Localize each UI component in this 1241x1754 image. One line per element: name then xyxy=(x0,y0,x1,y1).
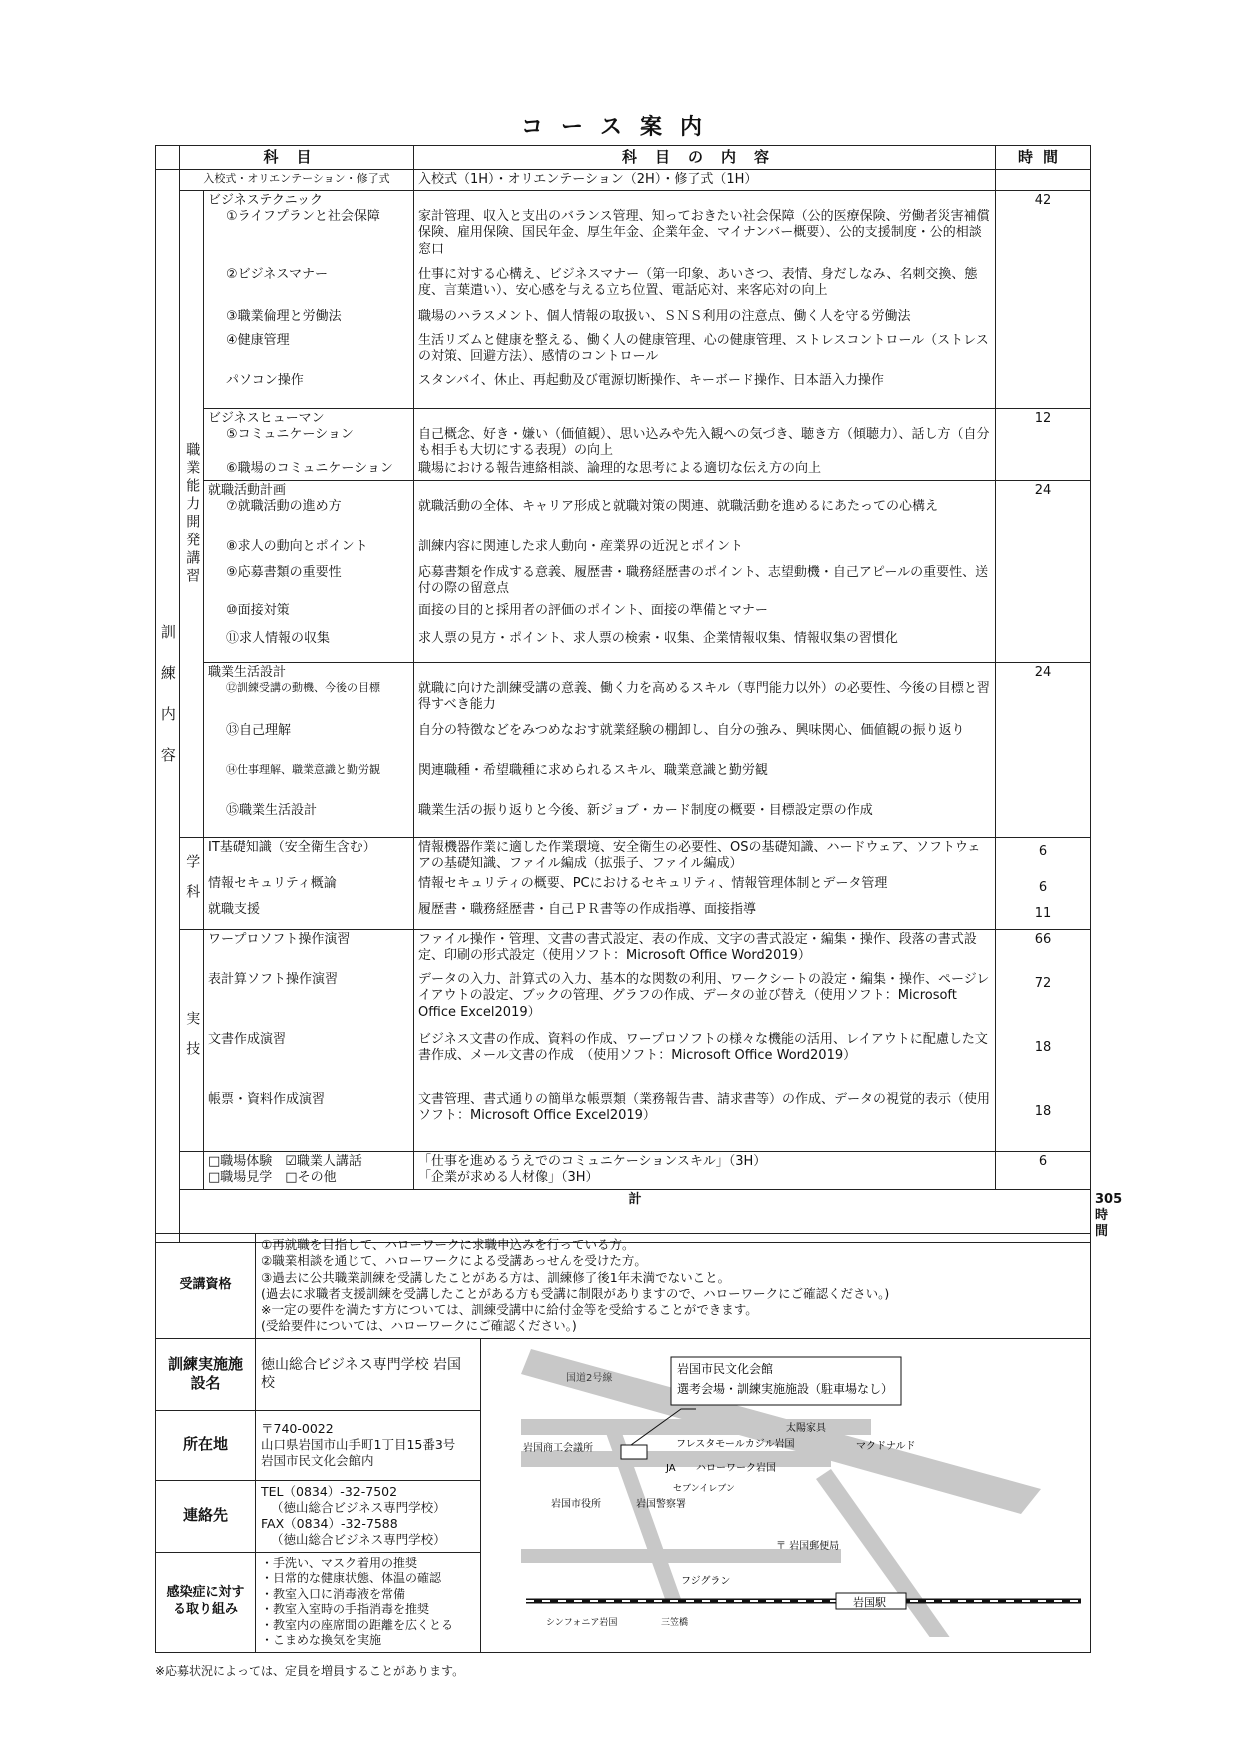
group-title: ビジネスヒューマン xyxy=(208,411,325,426)
hellowork-label: ハローワーク岩国 xyxy=(696,1462,776,1474)
item-hours: 18 xyxy=(1034,1104,1052,1119)
contact-line: （徳山総合ビジネス専門学校） xyxy=(271,1532,446,1548)
header-row xyxy=(156,146,1091,170)
infection-line: ・教室入口に消毒液を常備 xyxy=(261,1586,406,1601)
store-label: 太陽家具 xyxy=(786,1422,826,1434)
group-contents xyxy=(414,663,996,838)
infection-line: ・教室入室時の手指消毒を推奨 xyxy=(261,1602,430,1617)
infection-label: 感染症に対する取り組み xyxy=(156,1552,256,1653)
item-name: ⑨応募書類の重要性 xyxy=(226,565,342,581)
item-name: ⑮職業生活設計 xyxy=(226,803,318,819)
item-name: ⑬自己理解 xyxy=(226,723,292,739)
item-name: ①ライフプランと社会保障 xyxy=(226,209,380,225)
item-name: 表計算ソフト操作演習 xyxy=(208,972,339,987)
orientation-subject: 入校式・オリエンテーション・修了式 xyxy=(180,169,414,190)
item-content: 就職活動の全体、キャリア形成と就職対策の関連、就職活動を進めるにあたっての心構え xyxy=(418,499,939,514)
eligibility-line: ③過去に公共職業訓練を受講したことがある方は、訓練修了後1年未満でないこと。 xyxy=(261,1269,731,1285)
facility-value: 徳山総合ビジネス専門学校 岩国校 xyxy=(256,1338,481,1410)
infection-value xyxy=(256,1552,481,1653)
experience-line: □職場体験 ☑職業人講話 xyxy=(208,1154,362,1169)
eligibility-label: 受講資格 xyxy=(156,1234,256,1339)
item-name: パソコン操作 xyxy=(226,373,304,389)
experience-row xyxy=(156,1152,1091,1190)
item-content: 家計管理、収入と支出のバランス管理、知っておきたい社会保障（公的医療保険、労働者災害補償保険、雇用保険、国民年金、厚生年金、企業年金、マイナンバー概要）、公的支援制度・公的相談窓口 xyxy=(418,209,990,257)
bridge-label: 三笠橋 xyxy=(661,1617,689,1628)
item-name: 帳票・資料作成演習 xyxy=(208,1092,326,1107)
contact-line: （徳山総合ビジネス専門学校） xyxy=(271,1499,446,1515)
contact-label: 連絡先 xyxy=(156,1480,256,1552)
group-row xyxy=(156,191,1091,409)
item-content: 職場のハラスメント、個人情報の取扱い、ＳＮＳ利用の注意点、働く人を守る労働法 xyxy=(418,309,911,324)
header-subject: 科目 xyxy=(180,146,414,170)
academic-hours xyxy=(996,838,1091,930)
group-subjects xyxy=(204,663,414,838)
post-office-label: 〒 岩国郵便局 xyxy=(776,1540,840,1552)
group-contents xyxy=(414,409,996,481)
experience-text: 「仕事を進めるうえでのコミュニケーションスキル」（3H） xyxy=(418,1154,767,1169)
map-drawing xyxy=(481,1339,1089,1637)
venue-marker xyxy=(621,1445,647,1459)
total-label: 計 xyxy=(180,1189,1091,1243)
item-name: ②ビジネスマナー xyxy=(226,267,329,283)
item-hours: 66 xyxy=(1034,932,1052,947)
chamber-label: 岩国商工会議所 xyxy=(523,1442,593,1454)
experience-line: □職場見学 □その他 xyxy=(208,1170,337,1186)
supermarket-label: フジグラン xyxy=(681,1575,731,1587)
group-row xyxy=(156,663,1091,838)
hall-label: シンフォニア岩国 xyxy=(546,1617,618,1628)
item-content: 生活リズムと健康を整える、働く人の健康管理、心の健康管理、ストレスコントロール（ストレスの対策、回避方法）、感情のコントロール xyxy=(418,333,989,365)
item-name: ④健康管理 xyxy=(226,333,290,349)
practical-row xyxy=(156,930,1091,1152)
road-label: 国道2号線 xyxy=(566,1372,613,1384)
item-hours: 6 xyxy=(1038,844,1048,859)
item-content: スタンバイ、休止、再起動及び電源切断操作、キーボード操作、日本語入力操作 xyxy=(418,373,884,388)
item-name: IT基礎知識（安全衛生含む） xyxy=(208,840,376,855)
ja-label: JA xyxy=(666,1462,676,1474)
contact-line: FAX（0834）-32-7588 xyxy=(261,1516,398,1531)
item-content: 履歴書・職務経歴書・自己ＰＲ書等の作成指導、面接指導 xyxy=(418,902,757,917)
item-content: 面接の目的と採用者の評価のポイント、面接の準備とマナー xyxy=(418,603,768,618)
eligibility-row xyxy=(156,1234,1091,1339)
item-name: ⑥職場のコミュニケーション xyxy=(226,461,393,477)
item-content: ビジネス文書の作成、資料の作成、ワープロソフトの様々な機能の活用、レイアウトに配慮した文書作成、メール文書の作成 （使用ソフト：Microsoft Office Word2019） xyxy=(418,1032,988,1064)
experience-options xyxy=(204,1152,414,1190)
item-content: データの入力、計算式の入力、基本的な関数の利用、ワークシートの設定・編集・操作、ページレイアウトの設定、ブックの管理、グラフの作成、データの並び替え（使用ソフト：Microsoft Office Excel2019） xyxy=(418,972,990,1020)
header-hours: 時間 xyxy=(996,146,1091,170)
convenience-label: セブンイレブン xyxy=(673,1483,735,1494)
item-content: 求人票の見方・ポイント、求人票の検索・収集、企業情報収集、情報収集の習慣化 xyxy=(418,631,898,646)
access-map xyxy=(481,1338,1091,1653)
group-hours: 42 xyxy=(996,191,1091,409)
address-value xyxy=(256,1410,481,1480)
item-content: 文書管理、書式通りの簡単な帳票類（業務報告書、請求書等）の作成、データの視覚的表示（使用ソフト：Microsoft Office Excel2019） xyxy=(418,1092,991,1124)
orientation-content: 入校式（1H）・オリエンテーション（2H）・修了式（1H） xyxy=(414,169,996,190)
practical-contents xyxy=(414,930,996,1152)
address-line: 岩国市民文化会館内 xyxy=(261,1453,374,1469)
experience-hours: 6 xyxy=(996,1152,1091,1190)
item-name: 就職支援 xyxy=(208,902,261,917)
experience-text: 「企業が求める人材像」（3H） xyxy=(418,1170,599,1186)
callout-subtitle: 選考会場・訓練実施施設（駐車場なし） xyxy=(677,1381,894,1396)
item-name: ワープロソフト操作演習 xyxy=(208,932,351,947)
police-label: 岩国警察署 xyxy=(636,1498,686,1510)
contact-value xyxy=(256,1480,481,1552)
item-content: 職業生活の振り返りと今後、新ジョブ・カード制度の概要・目標設定票の作成 xyxy=(418,803,873,818)
facility-row xyxy=(156,1338,1091,1410)
item-hours: 6 xyxy=(1038,880,1048,895)
course-table xyxy=(155,145,1123,1243)
item-name: ③職業倫理と労働法 xyxy=(226,309,342,325)
header-content: 科目の内容 xyxy=(414,146,996,170)
group-subjects xyxy=(204,409,414,481)
item-name: ⑧求人の動向とポイント xyxy=(226,539,368,555)
cityhall-label: 岩国市役所 xyxy=(551,1498,601,1510)
academic-subjects xyxy=(204,838,414,930)
infection-line: ・教室内の座席間の距離を広くとる xyxy=(261,1617,454,1632)
group-contents xyxy=(414,481,996,663)
item-name: ⑦就職活動の進め方 xyxy=(226,499,342,515)
training-content-label: 訓練内容 xyxy=(156,169,180,1243)
group-title: 職業生活設計 xyxy=(208,665,287,680)
restaurant-label: マクドナルド xyxy=(856,1440,916,1452)
item-name: ⑪求人情報の収集 xyxy=(226,631,331,647)
group-subjects xyxy=(204,481,414,663)
item-content: 職場における報告連絡相談、論理的な思考による適切な伝え方の向上 xyxy=(418,461,822,476)
academic-contents xyxy=(414,838,996,930)
item-content: 関連職種・希望職種に求められるスキル、職業意識と勤労観 xyxy=(418,763,768,778)
practical-hours xyxy=(996,930,1091,1152)
item-content: 就職に向けた訓練受講の意義、働く力を高めるスキル（専門能力以外）の必要性、今後の目標と習得すべき能力 xyxy=(418,681,990,713)
ability-label: 職業能力開発講習 xyxy=(180,191,204,838)
item-name: 文書作成演習 xyxy=(208,1032,287,1047)
practical-subjects xyxy=(204,930,414,1152)
address-line: 山口県岩国市山手町1丁目15番3号 xyxy=(261,1436,456,1452)
item-content: ファイル操作・管理、文書の書式設定、表の作成、文字の書式設定・編集・操作、段落の書式設定、印刷の形式設定（使用ソフト：Microsoft Office Word2019） xyxy=(418,932,977,964)
page-title: コース案内 xyxy=(521,115,720,140)
contact-line: TEL（0834）-32-7502 xyxy=(261,1483,398,1499)
footer-note: ※応募状況によっては、定員を増員することがあります。 xyxy=(155,1664,465,1678)
infection-line: ・手洗い、マスク着用の推奨 xyxy=(261,1555,418,1570)
eligibility-line: ②職業相談を通じて、ハローワークによる受講あっせんを受けた方。 xyxy=(261,1253,647,1269)
facility-label: 訓練実施施設名 xyxy=(156,1338,256,1410)
info-table xyxy=(155,1233,1091,1653)
group-contents xyxy=(414,191,996,409)
academic-label: 学科 xyxy=(180,838,204,930)
infection-line: ・日常的な健康状態、体温の確認 xyxy=(261,1571,442,1586)
eligibility-content xyxy=(256,1234,1091,1339)
group-row xyxy=(156,481,1091,663)
item-content: 自分の特徴などをみつめなおす就業経験の棚卸し、自分の強み、興味関心、価値観の振り返り xyxy=(418,723,965,738)
eligibility-line: ※一定の要件を満たす方については、訓練受講中に給付金等を受給することができます。 xyxy=(261,1302,758,1317)
orientation-row xyxy=(156,169,1091,190)
callout-title: 岩国市民文化会館 xyxy=(677,1361,774,1376)
eligibility-line: ①再就職を目指して、ハローワークに求職申込みを行っている方。 xyxy=(261,1237,635,1252)
item-content: 情報機器作業に適した作業環境、安全衛生の必要性、OSの基礎知識、ハードウェア、ソフトウェアの基礎知識、ファイル編成（拡張子、ファイル編成） xyxy=(418,840,981,872)
address-line: 〒740-0022 xyxy=(261,1420,334,1436)
item-name: ⑫訓練受講の動機、今後の目標 xyxy=(226,681,380,695)
total-row: 計 305時間 xyxy=(156,1189,1091,1243)
group-hours: 24 xyxy=(996,481,1091,663)
group-hours: 12 xyxy=(996,409,1091,481)
academic-row xyxy=(156,838,1091,930)
item-name: 情報セキュリティ概論 xyxy=(208,876,337,891)
eligibility-line: (受給要件については、ハローワークにご確認ください。) xyxy=(261,1318,577,1334)
group-subjects xyxy=(204,191,414,409)
group-title: 就職活動計画 xyxy=(208,483,287,498)
station-label: 岩国駅 xyxy=(853,1595,886,1609)
item-content: 情報セキュリティの概要、PCにおけるセキュリティ、情報管理体制とデータ管理 xyxy=(418,876,888,891)
infection-line: ・こまめな換気を実施 xyxy=(261,1633,382,1648)
item-hours: 72 xyxy=(1034,976,1052,991)
item-hours: 18 xyxy=(1034,1040,1052,1055)
item-content: 訓練内容に関連した求人動向・産業界の近況とポイント xyxy=(418,539,744,554)
item-hours: 11 xyxy=(1034,906,1052,921)
item-name: ⑤コミュニケーション xyxy=(226,427,354,443)
group-hours: 24 xyxy=(996,663,1091,838)
item-name: ⑩面接対策 xyxy=(226,603,290,619)
item-content: 自己概念、好き・嫌い（価値観）、思い込みや先入観への気づき、聴き方（傾聴力）、話し方（自分も相手も大切にする表現）の向上 xyxy=(418,427,990,459)
address-label: 所在地 xyxy=(156,1410,256,1480)
item-content: 仕事に対する心構え、ビジネスマナー（第一印象、あいさつ、表情、身だしなみ、名刺交換、態度、言葉遣い）、安心感を与える立ち位置、電話応対、来客応対の向上 xyxy=(418,267,978,299)
item-content: 応募書類を作成する意義、履歴書・職務経歴書のポイント、志望動機・自己アピールの重要性、送付の際の留意点 xyxy=(418,565,989,597)
practical-label: 実技 xyxy=(180,930,204,1152)
group-row xyxy=(156,409,1091,481)
eligibility-line: (過去に求職者支援訓練を受講したことがある方も受講に制限がありますので、ハローワークにご確認ください。) xyxy=(261,1285,890,1301)
group-title: ビジネステクニック xyxy=(208,193,324,208)
item-name: ⑭仕事理解、職業意識と勤労観 xyxy=(226,763,380,777)
mall-label: フレスタモールカジル岩国 xyxy=(676,1438,795,1450)
experience-content xyxy=(414,1152,996,1190)
